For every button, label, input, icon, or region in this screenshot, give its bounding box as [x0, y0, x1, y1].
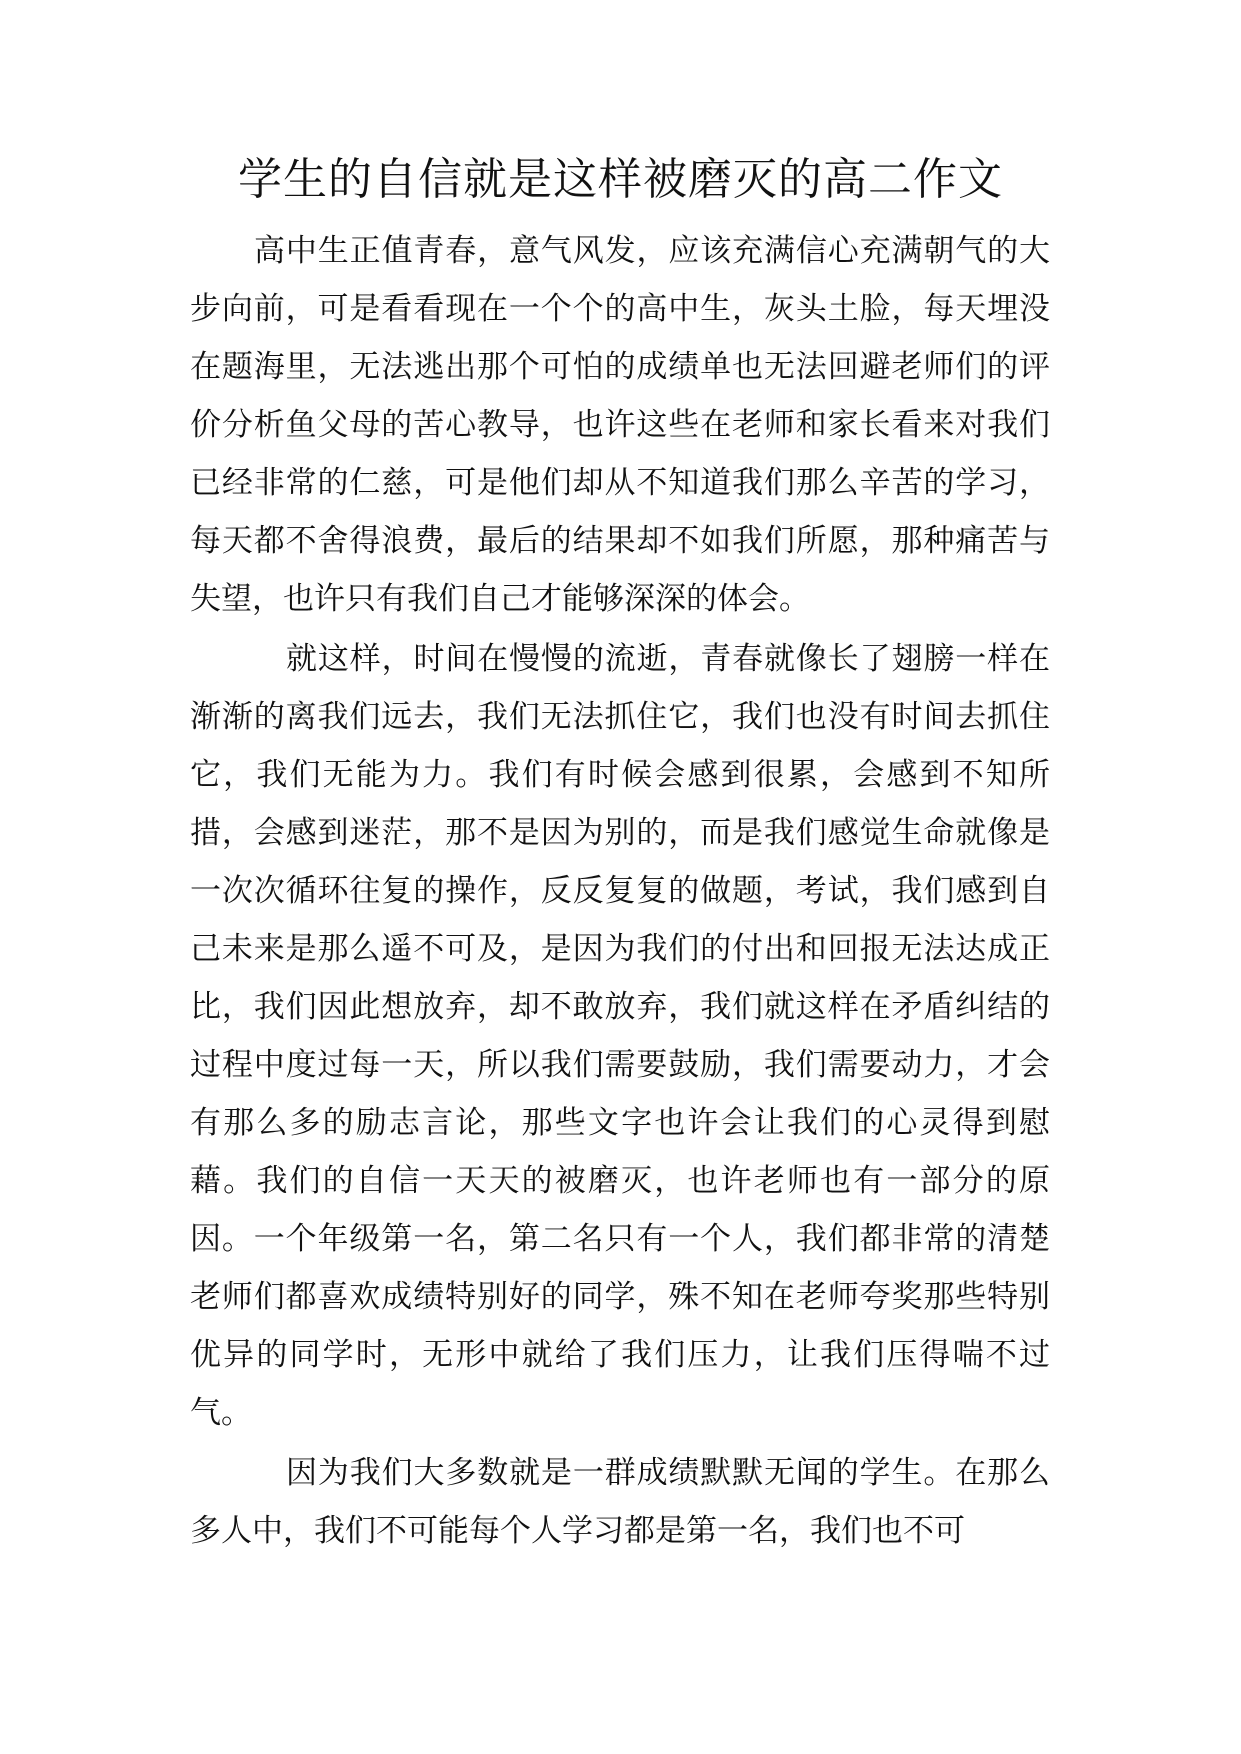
document-body	[190, 222, 1050, 1560]
paragraph-1: 高中生正值青春，意气风发，应该充满信心充满朝气的大步向前，可是看看现在一个个的高中生，灰头土脸，每天埋没在题海里，无法逃出那个可怕的成绩单也无法回避老师们的评价分析鱼父母的苦心教导，也许这些在老师和家长看来对我们已经非常的仁慈，可是他们却从不知道我们那么辛苦的学习，每天都不舍得浪费，最后的结果却不如我们所愿，那种痛苦与失望，也许只有我们自己才能够深深的体会。	[190, 233, 1050, 617]
paragraph-3: 因为我们大多数就是一群成绩默默无闻的学生。在那么多人中，我们不可能每个人学习都是第一名，我们也不可	[190, 1455, 1050, 1549]
paragraph-2: 就这样，时间在慢慢的流逝，青春就像长了翅膀一样在渐渐的离我们远去，我们无法抓住它，我们也没有时间去抓住它，我们无能为力。我们有时候会感到很累，会感到不知所措，会感到迷茫，那不是因为别的，而是我们感觉生命就像是一次次循环往复的操作，反反复复的做题，考试，我们感到自己未来是那么遥不可及，是因为我们的付出和回报无法达成正比，我们因此想放弃，却不敢放弃，我们就这样在矛盾纠结的过程中度过每一天，所以我们需要鼓励，我们需要动力，才会有那么多的励志言论，那些文字也许会让我们的心灵得到慰藉。我们的自信一天天的被磨灭，也许老师也有一部分的原因。一个年级第一名，第二名只有一个人，我们都非常的清楚老师们都喜欢成绩特别好的同学，殊不知在老师夸奖那些特别优异的同学时，无形中就给了我们压力，让我们压得喘不过气。	[190, 641, 1050, 1431]
document-title: 学生的自信就是这样被磨灭的高二作文	[238, 154, 1003, 205]
